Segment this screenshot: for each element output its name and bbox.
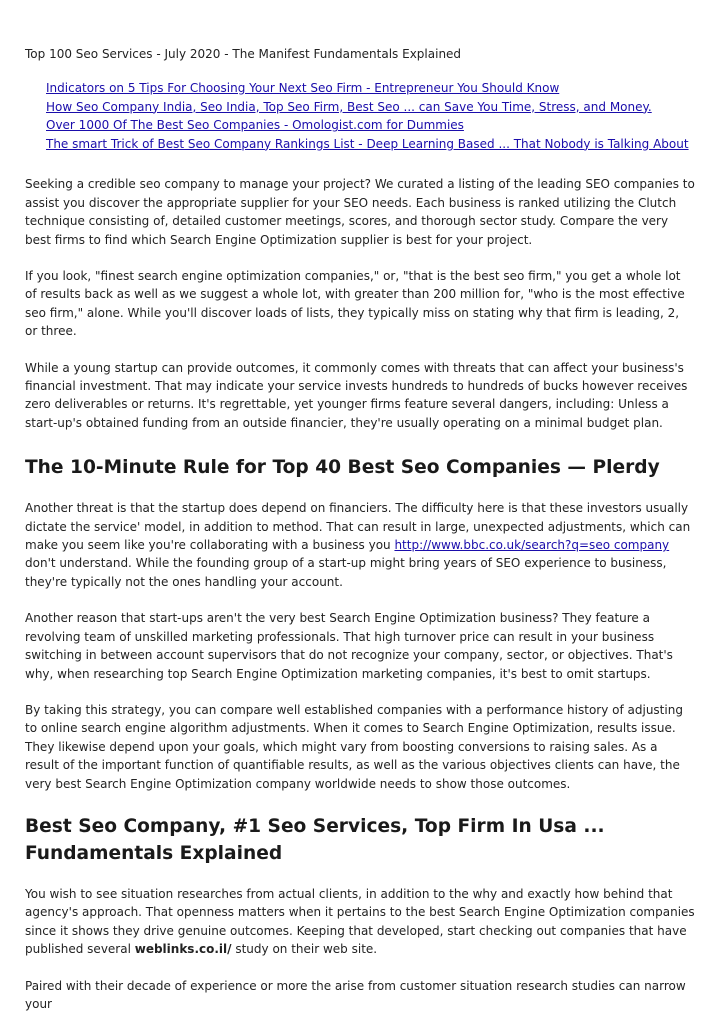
- paragraph-7: [25, 885, 695, 959]
- paragraph-7-text-before: You wish to see situation researches from actual clients, in addition to the why and exactly how behind that agency's approach. That openness matters when it pertains to the best Search Engine Optimization companies since it shows they drive genuine outcomes. Keeping that developed, start checking out companies that have published several: [25, 886, 695, 957]
- paragraph-3: While a young startup can provide outcomes, it commonly comes with threats that can affect your business's financial investment. That may indicate your service invests hundreds to hundreds of bucks however receives zero deliverables or returns. It's regrettable, yet younger firms feature several dangers, including: Unless a start-up's obtained funding from an outside financier, they're usually operating on a minimal budget plan.: [25, 360, 688, 430]
- paragraph-7-text-after: study on their web site.: [231, 942, 378, 957]
- table-of-contents: [46, 79, 695, 153]
- toc-item: [46, 135, 695, 154]
- toc-item: [46, 116, 695, 135]
- paragraph-1: Seeking a credible seo company to manage your project? We curated a listing of the leading SEO companies to assist you discover the appropriate supplier for your SEO needs. Each business is ranked utilizing the Clutch technique consisting of, detailed customer meetings, scores, and thorough sector study. Compare the very best firms to find which Search Engine Optimization supplier is best for your project.: [25, 177, 695, 247]
- paragraph-6: By taking this strategy, you can compare well established companies with a performance history of adjusting to online search engine algorithm adjustments. When it comes to Search Engine Optimization, results issue. They likewise depend upon your goals, which might vary from boosting conversions to raising sales. As a result of the important function of quantifiable results, as well as the various objectives clients can have, the very best Search Engine Optimization company worldwide needs to show those outcomes.: [25, 702, 683, 791]
- toc-link-3[interactable]: Over 1000 Of The Best Seo Companies - Omologist.com for Dummies: [46, 118, 464, 133]
- bbc-search-link[interactable]: http://www.bbc.co.uk/search?q=seo company: [394, 538, 670, 553]
- toc-link-4[interactable]: The smart Trick of Best Seo Company Rankings List - Deep Learning Based ... That Nobody is Talking About: [46, 136, 689, 151]
- paragraph-8: Paired with their decade of experience or more the arise from customer situation research studies can narrow your: [25, 978, 686, 1011]
- paragraph-4-text-after: don't understand. While the founding group of a start-up might bring years of SEO experience to business, they're typically not the ones handling your account.: [25, 556, 667, 589]
- paragraph-4: [25, 499, 695, 591]
- section-heading-1: The 10-Minute Rule for Top 40 Best Seo Companies — Plerdy: [25, 457, 660, 479]
- section-heading-2: Best Seo Company, #1 Seo Services, Top Firm In Usa ... Fundamentals Explained: [25, 815, 605, 864]
- paragraph-2: If you look, "finest search engine optimization companies," or, "that is the best seo firm," you get a whole lot of results back as well as we suggest a whole lot, with greater than 200 million for, "who is the most effective seo firm," alone. While you'll discover loads of lists, they typically miss on stating why that firm is leading, 2, or three.: [25, 269, 685, 339]
- weblinks-bold-text: weblinks.co.il/: [134, 942, 232, 957]
- toc-link-2[interactable]: How Seo Company India, Seo India, Top Seo Firm, Best Seo ... can Save You Time, Stress, and Money.: [46, 99, 652, 114]
- document-title: Top 100 Seo Services - July 2020 - The Manifest Fundamentals Explained: [25, 47, 462, 61]
- paragraph-5: Another reason that start-ups aren't the very best Search Engine Optimization business? They feature a revolving team of unskilled marketing professionals. That high turnover price can result in your business switching in between account supervisors that do not recognize your company, sector, or objectives. That's why, when researching top Search Engine Optimization marketing companies, it's best to omit startups.: [25, 611, 673, 681]
- paragraph-4-text-before: Another threat is that the startup does depend on financiers. The difficulty here is that these investors usually dictate the service' model, in addition to method. That can result in large, unexpected adjustments, which can make you seem like you're collaborating with a business you: [25, 501, 691, 553]
- toc-link-1[interactable]: Indicators on 5 Tips For Choosing Your Next Seo Firm - Entrepreneur You Should Know: [46, 81, 560, 95]
- toc-item: [46, 79, 695, 98]
- toc-item: [46, 98, 695, 117]
